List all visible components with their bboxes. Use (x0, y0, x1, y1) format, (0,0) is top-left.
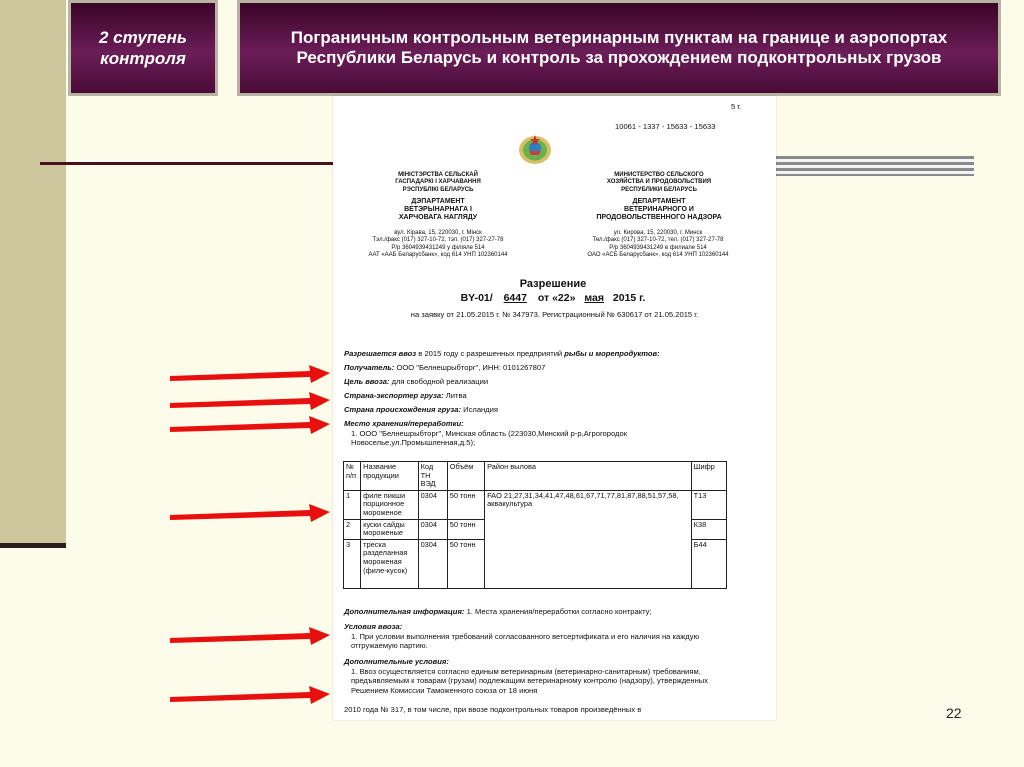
doc-serial: 10061 - 1337 - 15633 - 15633 (615, 122, 716, 131)
red-arrow-icon (170, 502, 330, 526)
header-cipher: Шифр (691, 462, 726, 491)
red-arrow-icon (170, 684, 330, 708)
header-name: Название продукции (361, 462, 418, 491)
red-arrow-icon (170, 625, 330, 649)
table-header-row (344, 462, 727, 491)
permit-title: Разрешение (519, 278, 587, 290)
state-emblem-icon (517, 133, 553, 165)
red-arrow-icon (170, 390, 330, 414)
purpose-line: Цель ввоза: для свободной реализации (344, 377, 489, 386)
title-box (237, 0, 1001, 96)
application-line: на заявку от 21.05.2015 г. № 347973. Регистрационный № 630617 от 21.05.2015 г. (410, 310, 699, 319)
extra-info-line: Дополнительная информация: 1. Места хранения/переработки согласно контракту; (344, 607, 652, 616)
left-address: вул. Кірава, 15, 220030, г. Мінск Тэл./факс (017) 327-10-72, тэл. (017) 327-27-78 Р/р 3604939431249 у філіяле 514 ААТ «ААБ Беларусбанк», код 614 УНП 102360144 (368, 230, 508, 259)
stage-label-box (68, 0, 218, 96)
products-table (343, 461, 727, 589)
conditions-label: Условия ввоза: (344, 622, 403, 631)
additional-value: 1. Ввоз осуществляется согласно единым ветеринарным (ветеринарно-санитарным) требованиям, предъявляемым к товарам (грузам) подлежащим ветеринарному контролю (надзору), утвержденных Решением Комиссии Таможенного союза от 18 июня (351, 667, 709, 695)
import-line: Разрешается ввоз в 2015 году с разрешенных предприятий рыбы и морепродуктов: (344, 349, 660, 358)
storage-label: Место хранения/переработки: (344, 419, 464, 428)
origin-line: Страна происхождения груза: Исландия (344, 405, 499, 414)
left-department: ДЭПАРТАМЕНТ ВЕТЭРЫНАРНАГА І ХАРЧОВАГА НАГЛЯДУ (398, 198, 478, 222)
right-department: ДЕПАРТАМЕНТ ВЕТЕРИНАРНОГО И ПРОДОВОЛЬСТВЕННОГО НАДЗОРА (596, 198, 722, 222)
conditions-value: 1. При условии выполнения требований согласованного ветсертификата и его наличия на каждую отгружаемую партию. (351, 632, 700, 651)
additional-label: Дополнительные условия: (344, 657, 449, 666)
header-area: Район вылова (485, 462, 692, 491)
permit-document (333, 96, 776, 720)
exporter-line: Страна-экспортер груза: Литва (344, 391, 467, 400)
header-code: Код ТН ВЭД (418, 462, 447, 491)
table-row: 2 куски сайды мороженые 0304 50 тонн К38 (344, 519, 727, 539)
table-row: 1 филе пикши порционное мороженое 0304 50 тонн FAO 21,27,31,34,41,47,48,61,67,71,77,81,87,88,51,57,58, аквакультура Т13 (344, 490, 727, 519)
striped-divider (775, 156, 974, 176)
slide-number: 22 (946, 705, 962, 721)
table-row: 3 треска разделанная мороженая (филе-кусок) 0304 50 тонн Б44 (344, 539, 727, 588)
red-arrow-icon (170, 414, 330, 438)
bottom-line: 2010 года № 317, в том числе, при ввозе подконтрольных товаров произведённых в (344, 705, 642, 714)
slide-title: Пограничным контрольным ветеринарным пунктам на границе и аэропортах Республики Беларусь и контроль за прохождением подконтрольных грузов (290, 28, 948, 67)
red-arrow-icon (170, 363, 330, 387)
right-ministry: МИНИСТЕРСТВО СЕЛЬСКОГО ХОЗЯЙСТВА И ПРОДОВОЛЬСТВИЯ РЕСПУБЛИКИ БЕЛАРУСЬ (606, 172, 712, 193)
sidebar-divider (0, 543, 66, 548)
left-ministry: МІНІСТЭРСТВА СЕЛЬСКАЙ ГАСПАДАРКІ І ХАРЧАВАННЯ РЭСПУБЛІКІ БЕЛАРУСЬ (395, 172, 481, 193)
doc-corner-note: 5 г. (731, 102, 742, 111)
right-address: ул. Кирова, 15, 220030, г. Минск Тел./факс (017) 327-10-72, тел. (017) 327-27-78 Р/р 3604939431249 в филиале 514 ОАО «АСБ Беларусбанк», код 614 УНП 102360144 (587, 230, 729, 259)
horizontal-divider (40, 162, 340, 165)
stage-label: 2 ступень контроля (99, 28, 187, 68)
decorative-sidebar (0, 0, 66, 543)
permit-number: BY-01/ 6447 от «22» мая 2015 г. (460, 292, 646, 304)
header-volume: Объём (447, 462, 484, 491)
recipient-line: Получатель: ООО "Белнешрыбторг", ИНН: 0101267807 (344, 363, 546, 372)
header-num: № п/п (344, 462, 361, 491)
storage-value: 1. ООО "Белнешрыбторг", Минская область (223030,Минский р-р,Агрогородок Новоселье,ул.Промышленная,д.5); (351, 429, 628, 448)
